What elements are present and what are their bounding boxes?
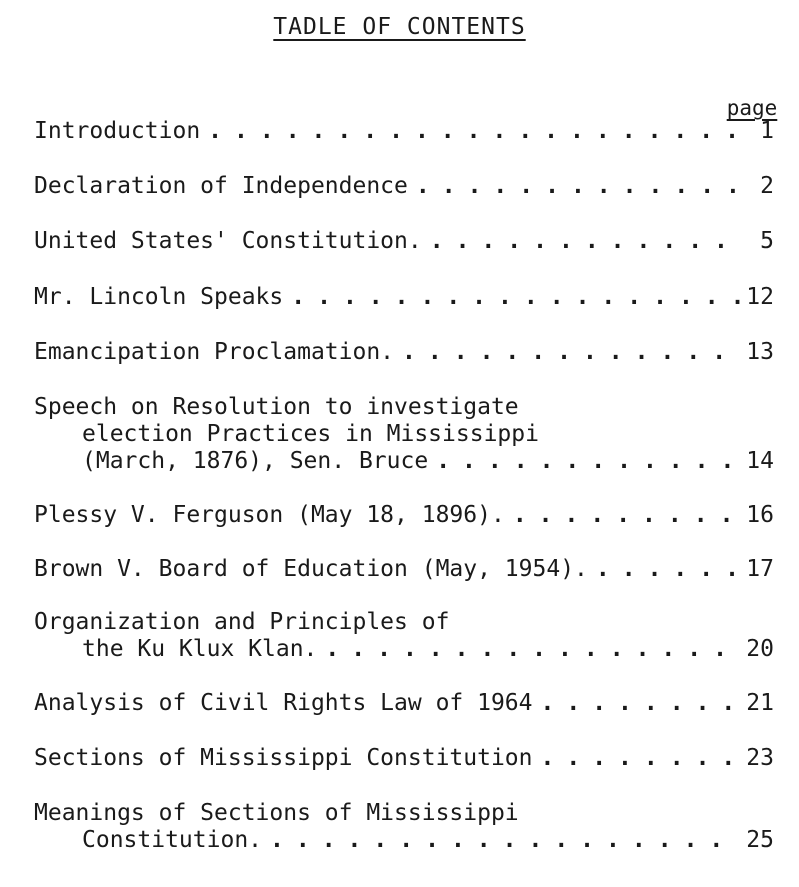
entry-title-continued: Constitution. [82, 827, 263, 853]
entry-page-number: 12 [746, 284, 774, 310]
page-title: TADLE OF CONTENTS [273, 14, 526, 40]
entry-title: Plessy V. Ferguson (May 18, 1896). [34, 502, 505, 528]
entry-page-number: 2 [760, 173, 774, 199]
dot-leader [428, 448, 740, 475]
entry-title: Mr. Lincoln Speaks [34, 284, 284, 310]
entry-page-number: 13 [746, 339, 774, 365]
entry-title: Analysis of Civil Rights Law of 1964 [34, 690, 533, 716]
entry-page-number: 17 [746, 556, 774, 582]
toc-entry-brown [34, 556, 774, 583]
toc-entry-kkk [34, 609, 774, 663]
dot-leader [200, 118, 740, 145]
dot-leader [262, 827, 740, 854]
toc-entry-plessy [34, 502, 774, 529]
toc-entry-introduction [34, 118, 774, 145]
dot-leader [505, 502, 740, 529]
entry-title: Speech on Resolution to investigate [34, 394, 519, 420]
entry-title-continued: the Ku Klux Klan. [82, 636, 318, 662]
dot-leader [533, 690, 741, 717]
dot-leader [283, 284, 740, 311]
entry-title: Brown V. Board of Education (May, 1954). [34, 556, 588, 582]
toc-entry-ms-meanings [34, 800, 774, 854]
dot-leader [408, 173, 740, 200]
entry-page-number: 25 [746, 827, 774, 853]
page-column-header: page [726, 96, 778, 120]
entry-title: Organization and Principles of [34, 609, 450, 635]
entry-title-continued: election Practices in Mississippi [82, 421, 539, 447]
entry-page-number: 23 [746, 745, 774, 771]
entry-title: United States' Constitution. [34, 228, 422, 254]
toc-entry-ms-constitution [34, 745, 774, 772]
entry-title: Meanings of Sections of Mississippi [34, 800, 519, 826]
entry-title: Sections of Mississippi Constitution [34, 745, 533, 771]
entry-page-number: 16 [746, 502, 774, 528]
dot-leader [588, 556, 740, 583]
entry-page-number: 21 [746, 690, 774, 716]
toc-entry-lincoln [34, 284, 774, 311]
toc-entry-declaration [34, 173, 774, 200]
entry-page-number: 1 [760, 118, 774, 144]
toc-entry-civil-rights [34, 690, 774, 717]
dot-leader [317, 636, 740, 663]
toc-entry-bruce-speech [34, 394, 774, 475]
entry-page-number: 14 [746, 448, 774, 474]
dot-leader [394, 339, 740, 366]
entry-page-number: 20 [746, 636, 774, 662]
entry-title: Emancipation Proclamation. [34, 339, 395, 365]
toc-entry-emancipation [34, 339, 774, 366]
toc-entry-constitution [34, 228, 774, 255]
dot-leader [422, 228, 740, 255]
dot-leader [533, 745, 741, 772]
entry-title-continued: (March, 1876), Sen. Bruce [82, 448, 429, 474]
entry-title: Declaration of Independence [34, 173, 408, 199]
entry-page-number: 5 [760, 228, 774, 254]
entry-title: Introduction [34, 118, 201, 144]
